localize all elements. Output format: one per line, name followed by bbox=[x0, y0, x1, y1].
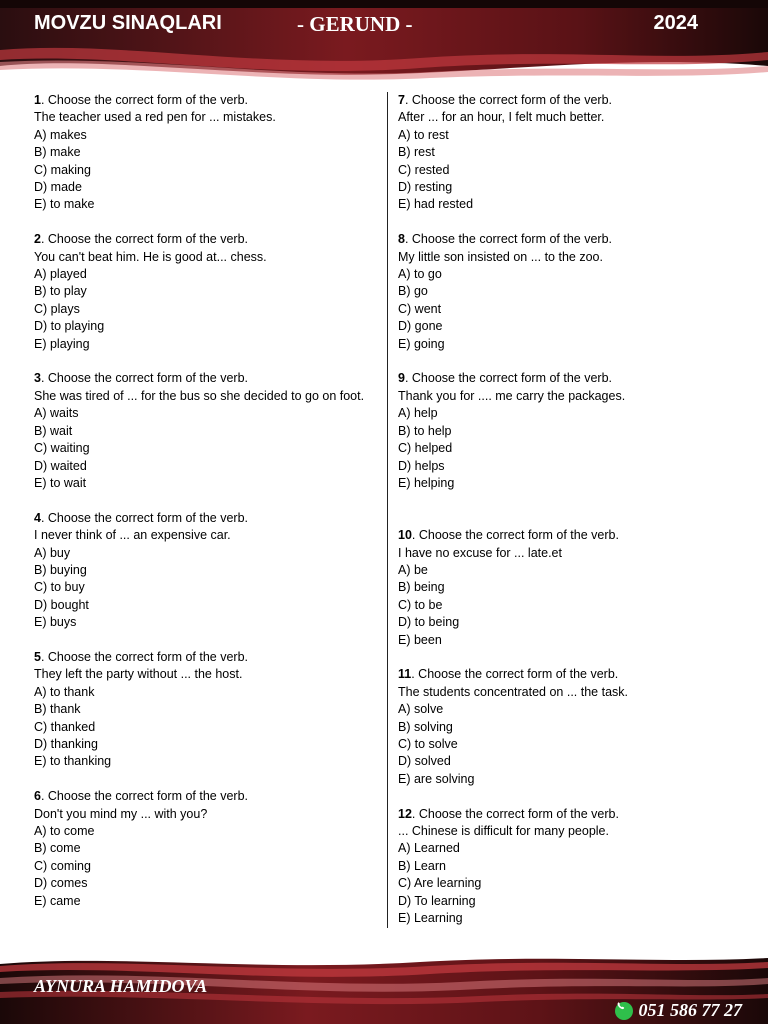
question-number: 8 bbox=[398, 232, 405, 247]
question-sentence: I have no excuse for ... late.et bbox=[398, 545, 562, 560]
question-12 bbox=[398, 806, 758, 928]
question-10 bbox=[398, 527, 758, 649]
answer-option[interactable]: B) make bbox=[34, 145, 81, 160]
phone-number: 051 586 77 27 bbox=[638, 1000, 742, 1020]
answer-option[interactable]: B) come bbox=[34, 841, 81, 856]
answer-option[interactable]: A) to rest bbox=[398, 127, 449, 142]
answer-option[interactable]: E) Learning bbox=[398, 911, 463, 926]
question-instruction: Choose the correct form of the verb. bbox=[47, 789, 248, 804]
answer-option[interactable]: C) waiting bbox=[34, 441, 90, 456]
question-prompt: 8. Choose the correct form of the verb. bbox=[398, 232, 612, 247]
answer-option[interactable]: C) to be bbox=[398, 597, 443, 612]
answer-option[interactable]: E) to make bbox=[34, 197, 95, 212]
answer-option[interactable]: E) are solving bbox=[398, 771, 475, 786]
question-prompt: 9. Choose the correct form of the verb. bbox=[398, 371, 612, 386]
question-9 bbox=[398, 370, 758, 492]
question-11 bbox=[398, 666, 758, 788]
answer-option[interactable]: A) waits bbox=[34, 406, 79, 421]
answer-option[interactable]: E) playing bbox=[34, 336, 90, 351]
answer-option[interactable]: C) plays bbox=[34, 301, 80, 316]
answer-option[interactable]: C) Are learning bbox=[398, 876, 482, 891]
question-number: 4 bbox=[34, 510, 41, 525]
answer-option[interactable]: D) bought bbox=[34, 597, 89, 612]
author-name: AYNURA HAMIDOVA bbox=[34, 976, 208, 996]
answer-option[interactable]: D) to playing bbox=[34, 319, 105, 334]
answer-option[interactable]: E) had rested bbox=[398, 197, 474, 212]
right-column bbox=[398, 92, 758, 927]
whatsapp-icon bbox=[615, 1002, 633, 1020]
answer-option[interactable]: D) solved bbox=[398, 754, 451, 769]
question-number: 12 bbox=[398, 806, 412, 821]
answer-option[interactable]: E) going bbox=[398, 336, 445, 351]
question-instruction: Choose the correct form of the verb. bbox=[47, 510, 248, 525]
question-prompt: 6. Choose the correct form of the verb. bbox=[34, 789, 248, 804]
question-sentence: You can't beat him. He is good at... chess. bbox=[34, 249, 267, 264]
question-1 bbox=[34, 92, 379, 214]
question-number: 3 bbox=[34, 371, 41, 386]
question-instruction: Choose the correct form of the verb. bbox=[418, 806, 619, 821]
answer-option[interactable]: B) solving bbox=[398, 719, 453, 734]
left-column bbox=[34, 92, 379, 910]
answer-option[interactable]: B) go bbox=[398, 284, 428, 299]
answer-option[interactable]: D) thanking bbox=[34, 736, 98, 751]
question-instruction: Choose the correct form of the verb. bbox=[418, 528, 619, 543]
question-7 bbox=[398, 92, 758, 214]
answer-option[interactable]: D) gone bbox=[398, 319, 443, 334]
question-sentence: They left the party without ... the host. bbox=[34, 667, 243, 682]
answer-option[interactable]: E) helping bbox=[398, 475, 455, 490]
question-4 bbox=[34, 510, 379, 632]
answer-option[interactable]: C) rested bbox=[398, 162, 450, 177]
question-prompt: 1. Choose the correct form of the verb. bbox=[34, 93, 248, 107]
header-topic: - GERUND - bbox=[297, 12, 413, 36]
answer-option[interactable]: E) came bbox=[34, 893, 81, 908]
question-number: 7 bbox=[398, 93, 405, 107]
question-prompt: 7. Choose the correct form of the verb. bbox=[398, 93, 612, 107]
answer-option[interactable]: C) thanked bbox=[34, 719, 96, 734]
question-prompt: 11. Choose the correct form of the verb. bbox=[398, 667, 619, 682]
column-divider bbox=[387, 92, 388, 928]
question-prompt: 12. Choose the correct form of the verb. bbox=[398, 806, 619, 821]
question-6 bbox=[34, 788, 379, 910]
question-instruction: Choose the correct form of the verb. bbox=[47, 371, 248, 386]
answer-option[interactable]: C) went bbox=[398, 301, 442, 316]
question-number: 5 bbox=[34, 649, 41, 664]
answer-option[interactable]: D) made bbox=[34, 180, 82, 195]
question-sentence: I never think of ... an expensive car. bbox=[34, 528, 231, 543]
question-sentence: The students concentrated on ... the task. bbox=[398, 684, 628, 699]
answer-option[interactable]: D) waited bbox=[34, 458, 87, 473]
question-instruction: Choose the correct form of the verb. bbox=[47, 232, 248, 247]
question-prompt: 2. Choose the correct form of the verb. bbox=[34, 232, 248, 247]
question-number: 6 bbox=[34, 789, 41, 804]
answer-option[interactable]: A) help bbox=[398, 406, 438, 421]
question-sentence: Thank you for .... me carry the packages. bbox=[398, 388, 626, 403]
answer-option[interactable]: D) helps bbox=[398, 458, 445, 473]
answer-option[interactable]: B) being bbox=[398, 580, 445, 595]
answer-option[interactable]: D) To learning bbox=[398, 893, 476, 908]
question-number: 9 bbox=[398, 371, 405, 386]
header-title: MOVZU SINAQLARI bbox=[34, 12, 222, 34]
question-number: 10 bbox=[398, 528, 412, 543]
answer-option[interactable]: A) played bbox=[34, 267, 87, 282]
question-sentence: The teacher used a red pen for ... mistakes. bbox=[34, 110, 276, 125]
question-prompt: 10. Choose the correct form of the verb. bbox=[398, 528, 619, 543]
answer-option[interactable]: E) to wait bbox=[34, 475, 87, 490]
header-year: 2024 bbox=[653, 12, 698, 34]
answer-option[interactable]: A) makes bbox=[34, 127, 87, 142]
answer-option[interactable]: E) buys bbox=[34, 615, 77, 630]
question-instruction: Choose the correct form of the verb. bbox=[411, 93, 612, 107]
question-sentence: She was tired of ... for the bus so she decided to go on foot. bbox=[34, 388, 365, 403]
answer-option[interactable]: C) to solve bbox=[398, 736, 458, 751]
answer-option[interactable]: A) be bbox=[398, 562, 428, 577]
answer-option[interactable]: A) to go bbox=[398, 267, 442, 282]
question-sentence: After ... for an hour, I felt much better. bbox=[398, 110, 605, 125]
question-instruction: Choose the correct form of the verb. bbox=[47, 649, 248, 664]
question-prompt: 4. Choose the correct form of the verb. bbox=[34, 510, 248, 525]
answer-option[interactable]: D) resting bbox=[398, 180, 453, 195]
answer-option[interactable]: C) helped bbox=[398, 441, 453, 456]
answer-option[interactable]: C) to buy bbox=[34, 580, 85, 595]
question-sentence: ... Chinese is difficult for many people. bbox=[398, 823, 609, 838]
header-banner bbox=[0, 0, 768, 84]
question-number: 1 bbox=[34, 93, 41, 107]
answer-option[interactable]: A) buy bbox=[34, 545, 71, 560]
question-instruction: Choose the correct form of the verb. bbox=[411, 232, 612, 247]
footer-banner bbox=[0, 950, 768, 1024]
question-instruction: Choose the correct form of the verb. bbox=[411, 371, 612, 386]
question-2 bbox=[34, 231, 379, 353]
answer-option[interactable]: C) coming bbox=[34, 858, 91, 873]
answer-option[interactable]: A) to thank bbox=[34, 684, 95, 699]
answer-option[interactable]: A) Learned bbox=[398, 841, 460, 856]
answer-option[interactable]: A) solve bbox=[398, 702, 444, 717]
question-number: 11 bbox=[398, 667, 412, 682]
answer-option[interactable]: B) to play bbox=[34, 284, 87, 299]
question-5 bbox=[34, 649, 379, 771]
answer-option[interactable]: D) comes bbox=[34, 876, 88, 891]
answer-option[interactable]: E) to thanking bbox=[34, 754, 112, 769]
answer-option[interactable]: D) to being bbox=[398, 615, 460, 630]
answer-option[interactable]: B) buying bbox=[34, 562, 87, 577]
answer-option[interactable]: B) Learn bbox=[398, 858, 446, 873]
question-instruction: Choose the correct form of the verb. bbox=[47, 93, 248, 107]
question-prompt: 5. Choose the correct form of the verb. bbox=[34, 649, 248, 664]
answer-option[interactable]: B) thank bbox=[34, 702, 81, 717]
question-3 bbox=[34, 370, 379, 492]
answer-option[interactable]: A) to come bbox=[34, 823, 95, 838]
question-prompt: 3. Choose the correct form of the verb. bbox=[34, 371, 248, 386]
question-instruction: Choose the correct form of the verb. bbox=[418, 667, 619, 682]
answer-option[interactable]: B) wait bbox=[34, 423, 73, 438]
answer-option[interactable]: B) to help bbox=[398, 423, 452, 438]
question-8 bbox=[398, 231, 758, 353]
question-sentence: My little son insisted on ... to the zoo. bbox=[398, 249, 603, 264]
question-sentence: Don't you mind my ... with you? bbox=[34, 806, 208, 821]
answer-option[interactable]: C) making bbox=[34, 162, 91, 177]
answer-option[interactable]: B) rest bbox=[398, 145, 435, 160]
contact-phone bbox=[615, 1000, 743, 1021]
question-number: 2 bbox=[34, 232, 41, 247]
answer-option[interactable]: E) been bbox=[398, 632, 442, 647]
